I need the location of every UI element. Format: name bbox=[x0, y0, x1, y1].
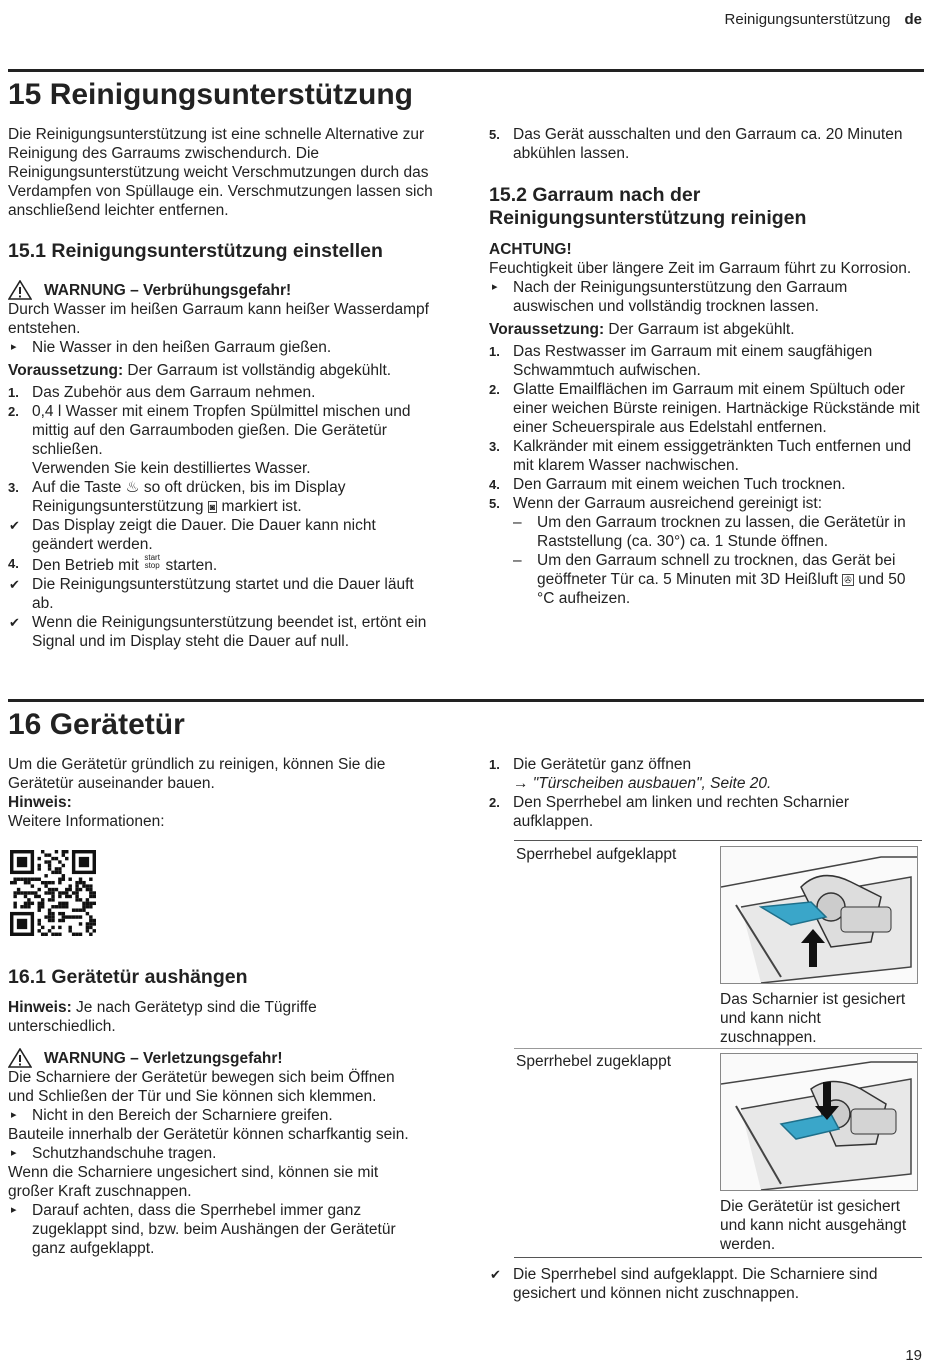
result-1 bbox=[8, 516, 436, 554]
step-text: Das Zubehör aus dem Garraum nehmen. bbox=[32, 384, 316, 401]
action-text: Darauf achten, dass die Sperrhebel immer ganz zugeklappt sind, bzw. beim Aushängen der Gerätetür ganz aufgeklappt. bbox=[32, 1202, 396, 1257]
result-text: Die Reinigungsunterstützung startet und die Dauer läuft ab. bbox=[32, 576, 414, 612]
step-note: Verwenden Sie kein destilliertes Wasser. bbox=[32, 460, 311, 477]
step-text: Wenn der Garraum ausreichend gereinigt ist: bbox=[513, 495, 823, 512]
checkmark-icon: ✔ bbox=[9, 615, 20, 630]
step-text: Die Gerätetür ganz öffnen bbox=[513, 756, 692, 773]
step-text: Den Sperrhebel am linken und rechten Scharnier aufklappen. bbox=[513, 794, 850, 830]
section-16-1-title: 16.1 Gerätetür aushängen bbox=[8, 966, 248, 988]
dash-text: Um den Garraum schnell zu trocknen, das Gerät bei geöffneter Tür ca. 5 Minuten mit 3D Heißluft bbox=[537, 552, 896, 588]
step-text: Kalkränder mit einem essiggetränkten Tuch entfernen und mit klarem Wasser nachwischen. bbox=[513, 438, 912, 474]
cleaning-display-icon: ◙ bbox=[209, 502, 216, 512]
step-5: 5. Wenn der Garraum ausreichend gereinigt ist: bbox=[489, 495, 823, 512]
section-15-1-body bbox=[8, 280, 436, 651]
caution-title: ACHTUNG! bbox=[489, 241, 572, 258]
action-text: Nie Wasser in den heißen Garraum gießen. bbox=[32, 339, 332, 356]
warning-text: Bauteile innerhalb der Gerätetür können scharfkantig sein. bbox=[8, 1126, 409, 1143]
triangle-bullet-icon: ▸ bbox=[11, 1147, 17, 1159]
cross-reference-link[interactable]: → "Türscheiben ausbauen", Seite 20. bbox=[513, 775, 772, 792]
warning-title: WARNUNG – Verletzungsgefahr! bbox=[44, 1049, 283, 1067]
hint-label: Hinweis: bbox=[8, 999, 72, 1016]
hinge-lever-open-illustration bbox=[720, 846, 918, 984]
prerequisite bbox=[489, 320, 921, 339]
warning-title: WARNUNG – Verbrühungsgefahr! bbox=[44, 281, 292, 299]
result-3 bbox=[8, 613, 436, 651]
hinge-lever-closed-illustration bbox=[720, 1053, 918, 1191]
triangle-bullet-icon: ▸ bbox=[11, 341, 17, 353]
hint bbox=[8, 998, 418, 1036]
action-item bbox=[8, 1106, 418, 1125]
action-text: Nach der Reinigungsunterstützung den Garraum auswischen und vollständig trocknen lassen. bbox=[513, 279, 848, 315]
step-4: 4. Den Betrieb mit start stop starten. bbox=[8, 553, 218, 574]
section-15-2-title: 15.2 Garraum nach der Reinigungsunterstützung reinigen bbox=[489, 184, 807, 229]
figure-1-label: Sperrhebel aufgeklappt bbox=[516, 846, 677, 863]
action-text: Nicht in den Bereich der Scharniere greifen. bbox=[32, 1107, 333, 1124]
dash-item-2: – Um den Garraum schnell zu trocknen, das Gerät bei geöffneter Tür ca. 5 Minuten mit 3D Heißluft ✇ und 50 °C aufheizen. bbox=[513, 552, 906, 607]
checkmark-icon: ✔ bbox=[9, 518, 20, 533]
section-16-1-body bbox=[8, 998, 418, 1258]
action-item bbox=[8, 1201, 418, 1258]
step-1: 1. Die Gerätetür ganz öffnen → "Türscheiben ausbauen", Seite 20. bbox=[489, 756, 772, 792]
result-text: Das Display zeigt die Dauer. Die Dauer kann nicht geändert werden. bbox=[32, 517, 376, 553]
step-text: Das Gerät ausschalten und den Garraum ca. 20 Minuten abkühlen lassen. bbox=[513, 126, 903, 162]
hint-text: Je nach Gerätetyp sind die Tügriffe unterschiedlich. bbox=[8, 999, 317, 1035]
prerequisite-text: Der Garraum ist abgekühlt. bbox=[604, 321, 795, 338]
step-1: 1. Das Zubehör aus dem Garraum nehmen. bbox=[8, 384, 316, 401]
final-result bbox=[489, 1265, 921, 1303]
result-text: Wenn die Reinigungsunterstützung beendet ist, ertönt ein Signal und im Display steht die Dauer auf null. bbox=[32, 614, 427, 650]
section-16-title: 16 Gerätetür bbox=[8, 708, 185, 741]
warning-heading bbox=[8, 280, 436, 300]
step-text: markiert ist. bbox=[221, 498, 302, 515]
caution-text: Feuchtigkeit über längere Zeit im Garraum führt zu Korrosion. bbox=[489, 260, 912, 277]
figure-2-label: Sperrhebel zugeklappt bbox=[516, 1053, 672, 1070]
step-5: 5. Das Gerät ausschalten und den Garraum ca. 20 Minuten abkühlen lassen. bbox=[489, 126, 903, 162]
step-text: Auf die Taste bbox=[32, 479, 122, 496]
hint-label: Hinweis: bbox=[8, 794, 72, 811]
step-2: 2. Glatte Emailflächen im Garraum mit einem Spültuch oder einer weichen Bürste reinigen. Hartnäckige Rückstände mit einer Scheuerspirale aus Edelstahl entfernen. bbox=[489, 381, 920, 436]
section-15-intro: Die Reinigungsunterstützung ist eine schnelle Alternative zur Reinigung des Garraums zwischendurch. Die Reinigungsunterstützung weicht Verschmutzungen durch das Verdampfen von Spüllauge ein. Verschmutzungen lassen sich anschließend leichter entfernen. bbox=[8, 126, 433, 219]
prerequisite-label: Voraussetzung: bbox=[8, 362, 124, 379]
dash-item-1: – Um den Garraum trocknen zu lassen, die Gerätetür in Raststellung (ca. 30°) ca. 1 Stunde öffnen. bbox=[513, 514, 906, 550]
action-item bbox=[8, 1144, 418, 1163]
step-3: 3. Auf die Taste ♨ so oft drücken, bis im Display Reinigungsunterstützung ◙ markiert ist. bbox=[8, 479, 346, 515]
dash-text: und 50 °C aufheizen. bbox=[537, 571, 906, 607]
warning-triangle-icon bbox=[8, 280, 32, 300]
action-text: Schutzhandschuhe tragen. bbox=[32, 1145, 217, 1162]
section-15-title: 15 Reinigungsunterstützung bbox=[8, 78, 413, 111]
start-stop-icon: start stop bbox=[144, 553, 160, 570]
warning-triangle-icon bbox=[8, 1048, 32, 1068]
section-16-intro-block bbox=[8, 755, 436, 831]
action-item bbox=[489, 278, 921, 316]
step-2: 2. Den Sperrhebel am linken und rechten Scharnier aufklappen. bbox=[489, 794, 850, 830]
warning-text: Durch Wasser im heißen Garraum kann heißer Wasserdampf entstehen. bbox=[8, 301, 429, 337]
warning-heading bbox=[8, 1048, 418, 1068]
figure-1-caption: Das Scharnier ist gesichert und kann nicht zuschnappen. bbox=[720, 991, 906, 1046]
prerequisite-label: Voraussetzung: bbox=[489, 321, 605, 338]
prerequisite-text: Der Garraum ist vollständig abgekühlt. bbox=[123, 362, 392, 379]
figure-divider bbox=[514, 1048, 922, 1049]
step-text: Den Garraum mit einem weichen Tuch trocknen. bbox=[513, 476, 846, 493]
step-2: 2. 0,4 l Wasser mit einem Tropfen Spülmittel mischen und mittig auf den Garraumboden gießen. Die Gerätetür schließen. Verwenden Sie kein destilliertes Wasser. bbox=[8, 403, 411, 477]
step-text: Den Betrieb mit bbox=[32, 557, 139, 574]
result-text: Die Sperrhebel sind aufgeklappt. Die Scharniere sind gesichert und können nicht zuschnappen. bbox=[513, 1266, 878, 1302]
triangle-bullet-icon: ▸ bbox=[492, 281, 498, 293]
section-16-steps bbox=[489, 755, 921, 831]
step-3: 3. Kalkränder mit einem essiggetränkten Tuch entfernen und mit klarem Wasser nachwischen. bbox=[489, 438, 912, 474]
section-15-right-column bbox=[489, 125, 921, 163]
checkmark-icon: ✔ bbox=[490, 1267, 501, 1282]
result-2 bbox=[8, 575, 436, 613]
qr-code bbox=[10, 850, 96, 936]
section-15-2-body bbox=[489, 240, 921, 608]
dash-text: Um den Garraum trocknen zu lassen, die Gerätetür in Raststellung (ca. 30°) ca. 1 Stunde öffnen. bbox=[537, 514, 906, 550]
page-number: 19 bbox=[905, 1347, 922, 1364]
section-rule bbox=[8, 699, 924, 702]
section-rule bbox=[8, 69, 924, 72]
action-item bbox=[8, 338, 436, 357]
section-15-1-title: 15.1 Reinigungsunterstützung einstellen bbox=[8, 240, 383, 262]
checkmark-icon: ✔ bbox=[9, 577, 20, 592]
step-4: 4. Den Garraum mit einem weichen Tuch trocknen. bbox=[489, 476, 846, 493]
triangle-bullet-icon: ▸ bbox=[11, 1109, 17, 1121]
prerequisite bbox=[8, 361, 436, 380]
section-16-intro: Um die Gerätetür gründlich zu reinigen, können Sie die Gerätetür auseinander bauen. bbox=[8, 756, 386, 792]
result-item bbox=[489, 1265, 921, 1303]
warning-text: Wenn die Scharniere ungesichert sind, können sie mit großer Kraft zuschnappen. bbox=[8, 1164, 379, 1200]
running-header-section: Reinigungsunterstützung bbox=[724, 11, 891, 28]
cleaning-key-icon: ♨ bbox=[125, 479, 140, 496]
step-1: 1. Das Restwasser im Garraum mit einem saugfähigen Schwammtuch aufwischen. bbox=[489, 343, 873, 379]
step-text: so oft drücken, bis im Display Reinigungsunterstützung bbox=[32, 479, 346, 515]
triangle-bullet-icon: ▸ bbox=[11, 1204, 17, 1216]
step-text: starten. bbox=[165, 557, 218, 574]
language-code: de bbox=[904, 11, 922, 28]
warning-text: Die Scharniere der Gerätetür bewegen sich beim Öffnen und Schließen der Tür und Sie können sich klemmen. bbox=[8, 1069, 395, 1105]
hot-air-icon: ✇ bbox=[844, 575, 852, 585]
step-text: Glatte Emailflächen im Garraum mit einem Spültuch oder einer weichen Bürste reinigen. Hartnäckige Rückstände mit einer Scheuerspirale aus Edelstahl entfernen. bbox=[513, 381, 920, 436]
step-text: 0,4 l Wasser mit einem Tropfen Spülmittel mischen und mittig auf den Garraumboden gießen. Die Gerätetür schließen. bbox=[32, 403, 411, 458]
figure-2-caption: Die Gerätetür ist gesichert und kann nicht ausgehängt werden. bbox=[720, 1198, 907, 1253]
running-header bbox=[725, 10, 922, 29]
hint-text: Weitere Informationen: bbox=[8, 813, 165, 830]
step-text: Das Restwasser im Garraum mit einem saugfähigen Schwammtuch aufwischen. bbox=[513, 343, 873, 379]
